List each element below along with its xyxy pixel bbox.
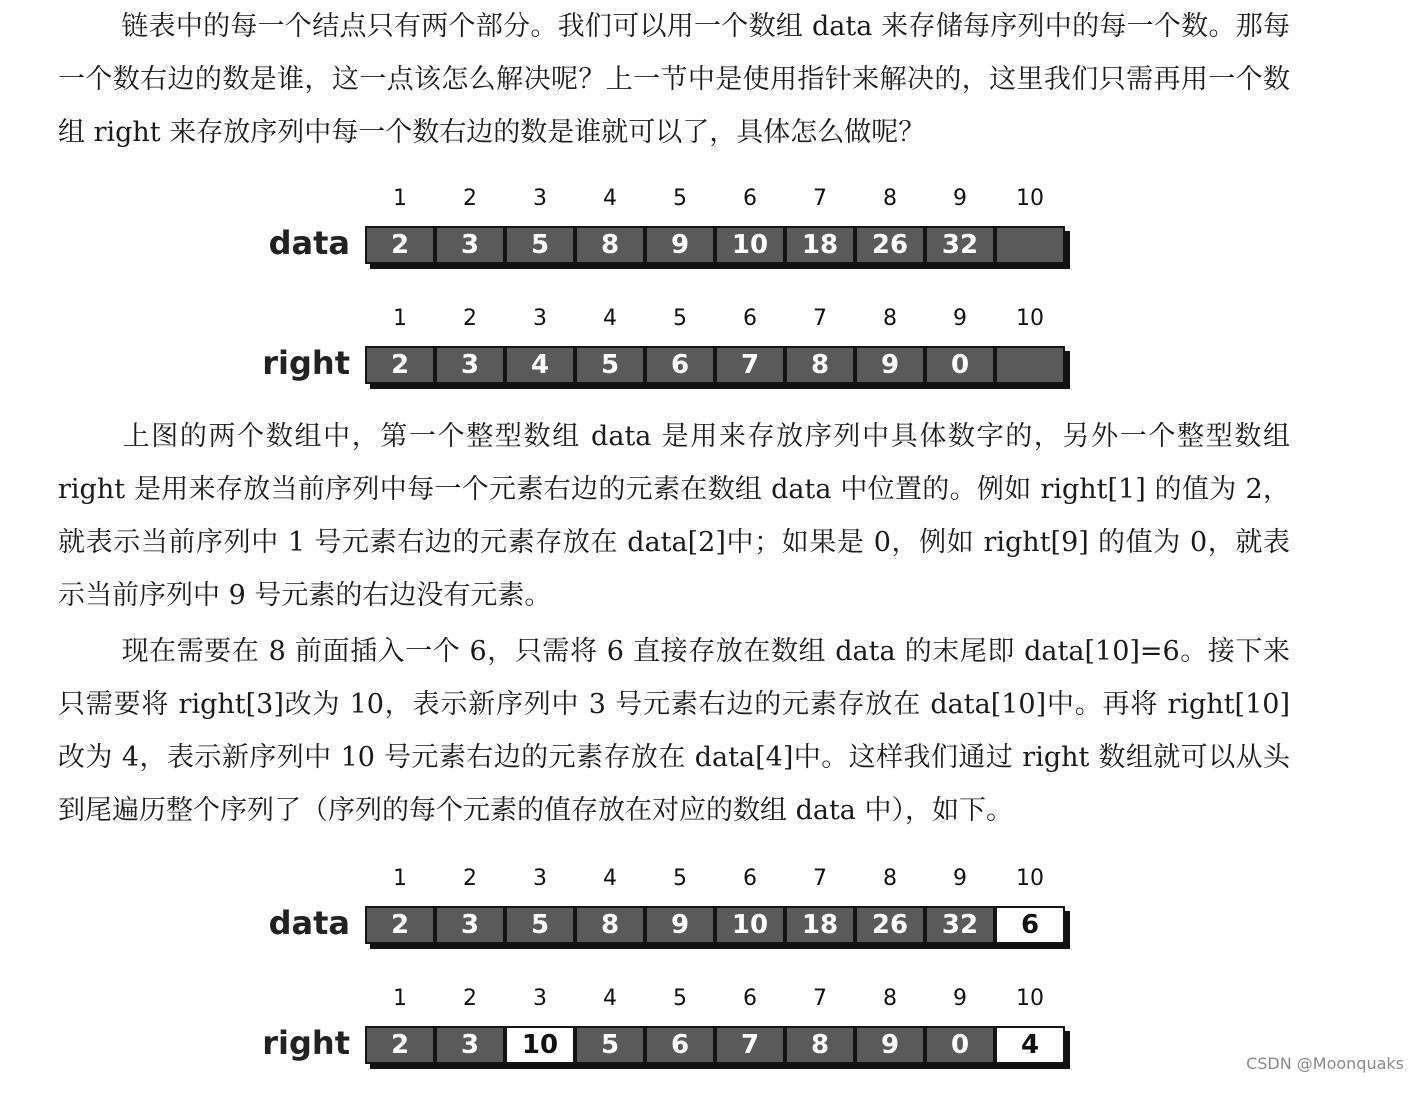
- array-cell-highlighted: 4: [995, 1026, 1065, 1064]
- index-label: 6: [743, 986, 757, 1011]
- array-cell: 8: [575, 906, 645, 944]
- array-cell: 2: [365, 346, 435, 384]
- paragraph-intro: [58, 0, 1290, 159]
- index-label: 9: [953, 866, 967, 891]
- index-label: 7: [813, 186, 827, 211]
- index-label: 4: [603, 986, 617, 1011]
- array-cell: 8: [785, 346, 855, 384]
- array-cell: 5: [505, 906, 575, 944]
- index-label: 3: [533, 866, 547, 891]
- array-cell: 5: [575, 1026, 645, 1064]
- index-label: 6: [743, 866, 757, 891]
- array-cell: 3: [435, 906, 505, 944]
- array-cell: 18: [785, 226, 855, 264]
- index-label: 7: [813, 986, 827, 1011]
- array-cell: 2: [365, 1026, 435, 1064]
- array-cell: 3: [435, 1026, 505, 1064]
- index-label: 9: [953, 986, 967, 1011]
- paragraph-intro-text: 链表中的每一个结点只有两个部分。我们可以用一个数组 data 来存储每序列中的每一个数。那每一个数右边的数是谁，这一点该怎么解决呢？上一节中是使用指针来解决的，这里我们只需再用一个数组 right 来存放序列中每一个数右边的数是谁就可以了，具体怎么做呢？: [58, 11, 1290, 148]
- array-cells: [365, 346, 1065, 384]
- array-cell-highlighted: 10: [505, 1026, 575, 1064]
- index-label: 1: [393, 866, 407, 891]
- index-label: 7: [813, 866, 827, 891]
- array-cell: 7: [715, 1026, 785, 1064]
- array-name-label: data: [268, 904, 350, 942]
- array-0: [0, 860, 1418, 960]
- index-label: 4: [603, 866, 617, 891]
- index-label: 3: [533, 186, 547, 211]
- index-label: 3: [533, 306, 547, 331]
- array-cell: 2: [365, 226, 435, 264]
- index-label: 3: [533, 986, 547, 1011]
- array-cell: 3: [435, 226, 505, 264]
- array-cell: 3: [435, 346, 505, 384]
- array-cell: 32: [925, 906, 995, 944]
- index-label: 1: [393, 306, 407, 331]
- index-label: 1: [393, 186, 407, 211]
- array-cell: [995, 226, 1065, 264]
- array-cell: 32: [925, 226, 995, 264]
- array-1: [0, 980, 1418, 1080]
- index-label: 4: [603, 306, 617, 331]
- array-name-label: right: [262, 1024, 350, 1062]
- index-label: 8: [883, 306, 897, 331]
- index-label: 2: [463, 186, 477, 211]
- array-cell: 8: [575, 226, 645, 264]
- array-name-label: data: [268, 224, 350, 262]
- index-label: 6: [743, 186, 757, 211]
- index-label: 5: [673, 306, 687, 331]
- figure-before-insert: [0, 180, 1418, 440]
- array-cell: 8: [785, 1026, 855, 1064]
- index-label: 2: [463, 306, 477, 331]
- array-cell: 5: [575, 346, 645, 384]
- index-label: 6: [743, 306, 757, 331]
- index-label: 7: [813, 306, 827, 331]
- figure-after-insert: [0, 860, 1418, 1120]
- array-cells: [365, 906, 1065, 944]
- array-cell: 9: [855, 346, 925, 384]
- index-label: 5: [673, 186, 687, 211]
- array-cell: 0: [925, 1026, 995, 1064]
- array-1: [0, 300, 1418, 400]
- paragraph-explanation: [58, 410, 1290, 622]
- index-label: 9: [953, 306, 967, 331]
- watermark: CSDN @Moonquaks: [1246, 1054, 1404, 1073]
- array-cell: 7: [715, 346, 785, 384]
- array-cell: 9: [855, 1026, 925, 1064]
- array-cell: 0: [925, 346, 995, 384]
- array-cells: [365, 1026, 1065, 1064]
- index-label: 2: [463, 866, 477, 891]
- index-label: 1: [393, 986, 407, 1011]
- index-label: 5: [673, 866, 687, 891]
- index-label: 8: [883, 186, 897, 211]
- paragraph-insertion-text: 现在需要在 8 前面插入一个 6，只需将 6 直接存放在数组 data 的末尾即 data[10]=6。接下来只需要将 right[3]改为 10，表示新序列中 3 号元素右边的元素存放在 data[10]中。再将 right[10] 改为 4，表示新序列中 10 号元素右边的元素存放在 data[4]中。这样我们通过 right 数组就可以从头到尾遍历整个序列了（序列的每个元素的值存放在对应的数组 data 中），如下。: [58, 636, 1290, 826]
- index-label: 10: [1016, 186, 1044, 211]
- index-label: 8: [883, 986, 897, 1011]
- array-cells: [365, 226, 1065, 264]
- array-cell: 18: [785, 906, 855, 944]
- array-cell: 6: [645, 1026, 715, 1064]
- array-cell: 9: [645, 226, 715, 264]
- array-cell: 26: [855, 906, 925, 944]
- paragraph-insertion: [58, 625, 1290, 837]
- index-label: 9: [953, 186, 967, 211]
- array-cell-highlighted: 6: [995, 906, 1065, 944]
- array-cell: 5: [505, 226, 575, 264]
- index-label: 10: [1016, 986, 1044, 1011]
- array-0: [0, 180, 1418, 280]
- array-cell: 26: [855, 226, 925, 264]
- index-label: 4: [603, 186, 617, 211]
- array-cell: 9: [645, 906, 715, 944]
- array-cell: 10: [715, 226, 785, 264]
- array-cell: 4: [505, 346, 575, 384]
- index-label: 2: [463, 986, 477, 1011]
- index-label: 10: [1016, 306, 1044, 331]
- array-name-label: right: [262, 344, 350, 382]
- index-label: 5: [673, 986, 687, 1011]
- array-cell: 10: [715, 906, 785, 944]
- array-cell: 2: [365, 906, 435, 944]
- array-cell: 6: [645, 346, 715, 384]
- index-label: 10: [1016, 866, 1044, 891]
- array-cell: [995, 346, 1065, 384]
- paragraph-explanation-text: 上图的两个数组中，第一个整型数组 data 是用来存放序列中具体数字的，另外一个整型数组 right 是用来存放当前序列中每一个元素右边的元素在数组 data 中位置的。例如 right[1] 的值为 2，就表示当前序列中 1 号元素右边的元素存放在 data[2]中；如果是 0，例如 right[9] 的值为 0，就表示当前序列中 9 号元素的右边没有元素。: [58, 421, 1290, 611]
- index-label: 8: [883, 866, 897, 891]
